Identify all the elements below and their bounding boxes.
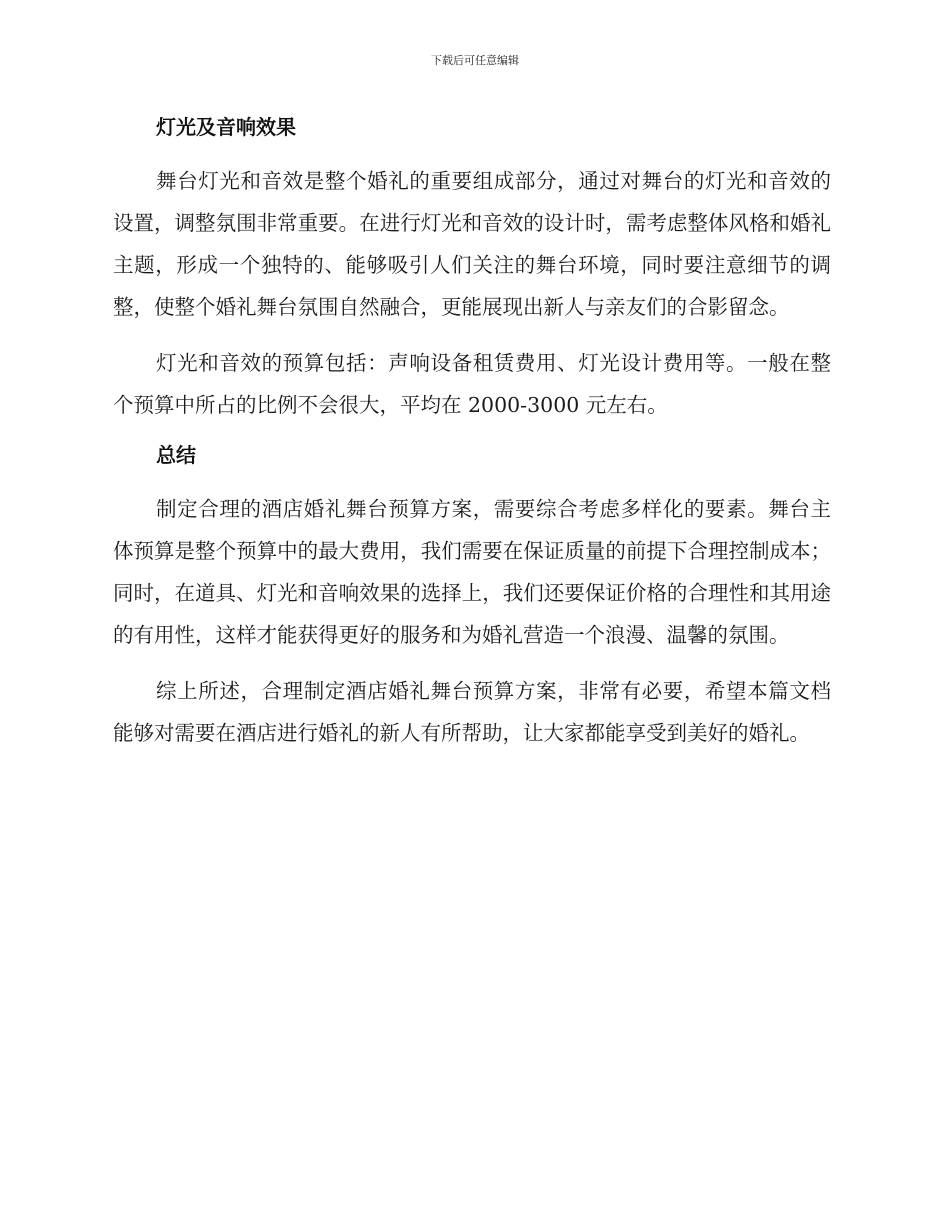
- section-heading-lighting-sound: 灯光及音响效果: [156, 115, 296, 139]
- paragraph-summary-conclusion: 综上所述，合理制定酒店婚礼舞台预算方案，非常有必要，希望本篇文档能够对需要在酒店进行婚礼的新人有所帮助，让大家都能享受到美好的婚礼。: [113, 679, 831, 745]
- paragraph-summary-main: 制定合理的酒店婚礼舞台预算方案，需要综合考虑多样化的要素。舞台主体预算是整个预算中的最大费用，我们需要在保证质量的前提下合理控制成本；同时，在道具、灯光和音响效果的选择上，我们还要保证价格的合理性和其用途的有用性，这样才能获得更好的服务和为婚礼营造一个浪漫、温馨的氛围。: [113, 497, 831, 647]
- paragraph-lighting-budget: 灯光和音效的预算包括：声响设备租赁费用、灯光设计费用等。一般在整个预算中所占的比例不会很大，平均在 2000-3000 元左右。: [113, 351, 831, 417]
- document-body: [113, 108, 831, 754]
- paragraph-lighting-description: 舞台灯光和音效是整个婚礼的重要组成部分，通过对舞台的灯光和音效的设置，调整氛围非常重要。在进行灯光和音效的设计时，需考虑整体风格和婚礼主题，形成一个独特的、能够吸引人们关注的舞台环境，同时要注意细节的调整，使整个婚礼舞台氛围自然融合，更能展现出新人与亲友们的合影留念。: [113, 169, 831, 319]
- section-heading-summary: 总结: [156, 443, 196, 467]
- page-header: 下载后可任意编辑: [431, 54, 519, 67]
